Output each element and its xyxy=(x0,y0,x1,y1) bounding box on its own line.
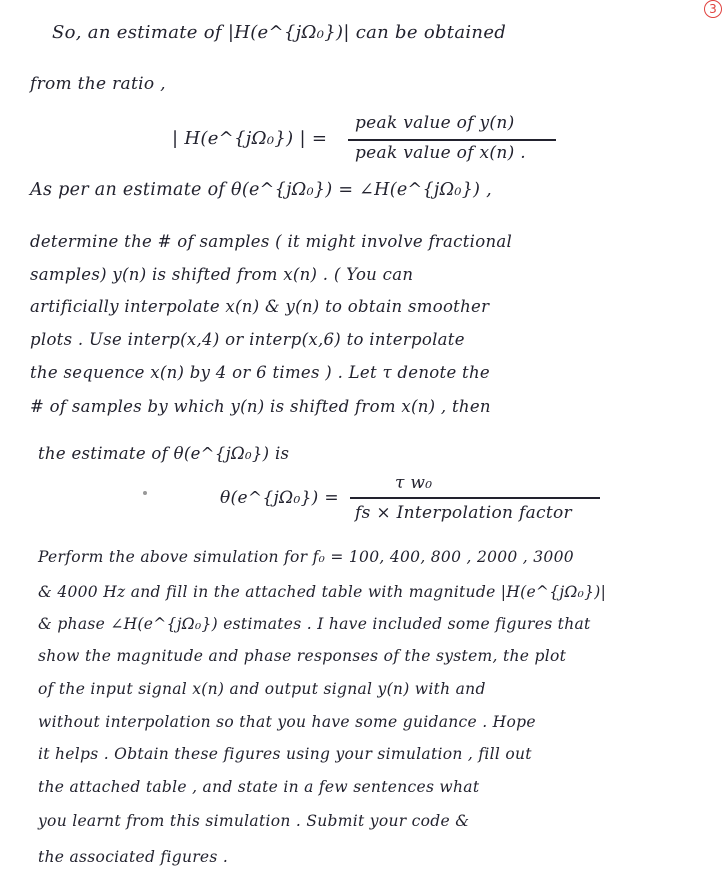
equation-magnitude-fraction-bar xyxy=(348,139,556,141)
text-line-20: the associated figures . xyxy=(38,848,229,866)
text-line-9: # of samples by which y(n) is shifted from x(n) , then xyxy=(30,397,491,416)
text-line-14: show the magnitude and phase responses of the system, the plot xyxy=(38,647,567,665)
text-line-10: the estimate of θ(e^{jΩ₀}) is xyxy=(38,444,290,463)
text-line-2: from the ratio , xyxy=(30,74,166,94)
equation-phase-fraction-bar xyxy=(350,497,600,499)
equation-phase-numerator: τ w₀ xyxy=(395,473,433,493)
stray-dot xyxy=(143,491,147,495)
text-line-19: you learnt from this simulation . Submit your code & xyxy=(38,812,470,830)
text-line-18: the attached table , and state in a few sentences what xyxy=(38,778,480,796)
equation-magnitude-denominator: peak value of x(n) . xyxy=(355,143,526,163)
text-line-1: So, an estimate of |H(e^{jΩ₀})| can be obtained xyxy=(52,22,507,43)
text-line-12: & 4000 Hz and fill in the attached table with magnitude |H(e^{jΩ₀})| xyxy=(38,583,607,601)
text-line-7: plots . Use interp(x,4) or interp(x,6) to interpolate xyxy=(30,330,465,349)
text-line-6: artificially interpolate x(n) & y(n) to obtain smoother xyxy=(30,297,490,316)
page-number-badge: 3 xyxy=(704,0,722,18)
text-line-13: & phase ∠H(e^{jΩ₀}) estimates . I have included some figures that xyxy=(38,615,591,633)
text-line-4: determine the # of samples ( it might involve fractional xyxy=(30,232,513,251)
text-line-3: As per an estimate of θ(e^{jΩ₀}) = ∠H(e^{jΩ₀}) , xyxy=(30,180,493,200)
equation-magnitude-lhs: | H(e^{jΩ₀}) | = xyxy=(172,128,328,149)
text-line-15: of the input signal x(n) and output signal y(n) with and xyxy=(38,680,486,698)
text-line-17: it helps . Obtain these figures using your simulation , fill out xyxy=(38,745,532,763)
text-line-11: Perform the above simulation for f₀ = 100, 400, 800 , 2000 , 3000 xyxy=(38,548,574,566)
text-line-8: the sequence x(n) by 4 or 6 times ) . Let τ denote the xyxy=(30,363,490,382)
text-line-16: without interpolation so that you have some guidance . Hope xyxy=(38,713,536,731)
text-line-5: samples) y(n) is shifted from x(n) . ( You can xyxy=(30,265,414,284)
equation-phase-lhs: θ(e^{jΩ₀}) = xyxy=(220,488,339,508)
equation-phase-denominator: fs × Interpolation factor xyxy=(355,503,572,523)
equation-magnitude-numerator: peak value of y(n) xyxy=(355,113,515,133)
